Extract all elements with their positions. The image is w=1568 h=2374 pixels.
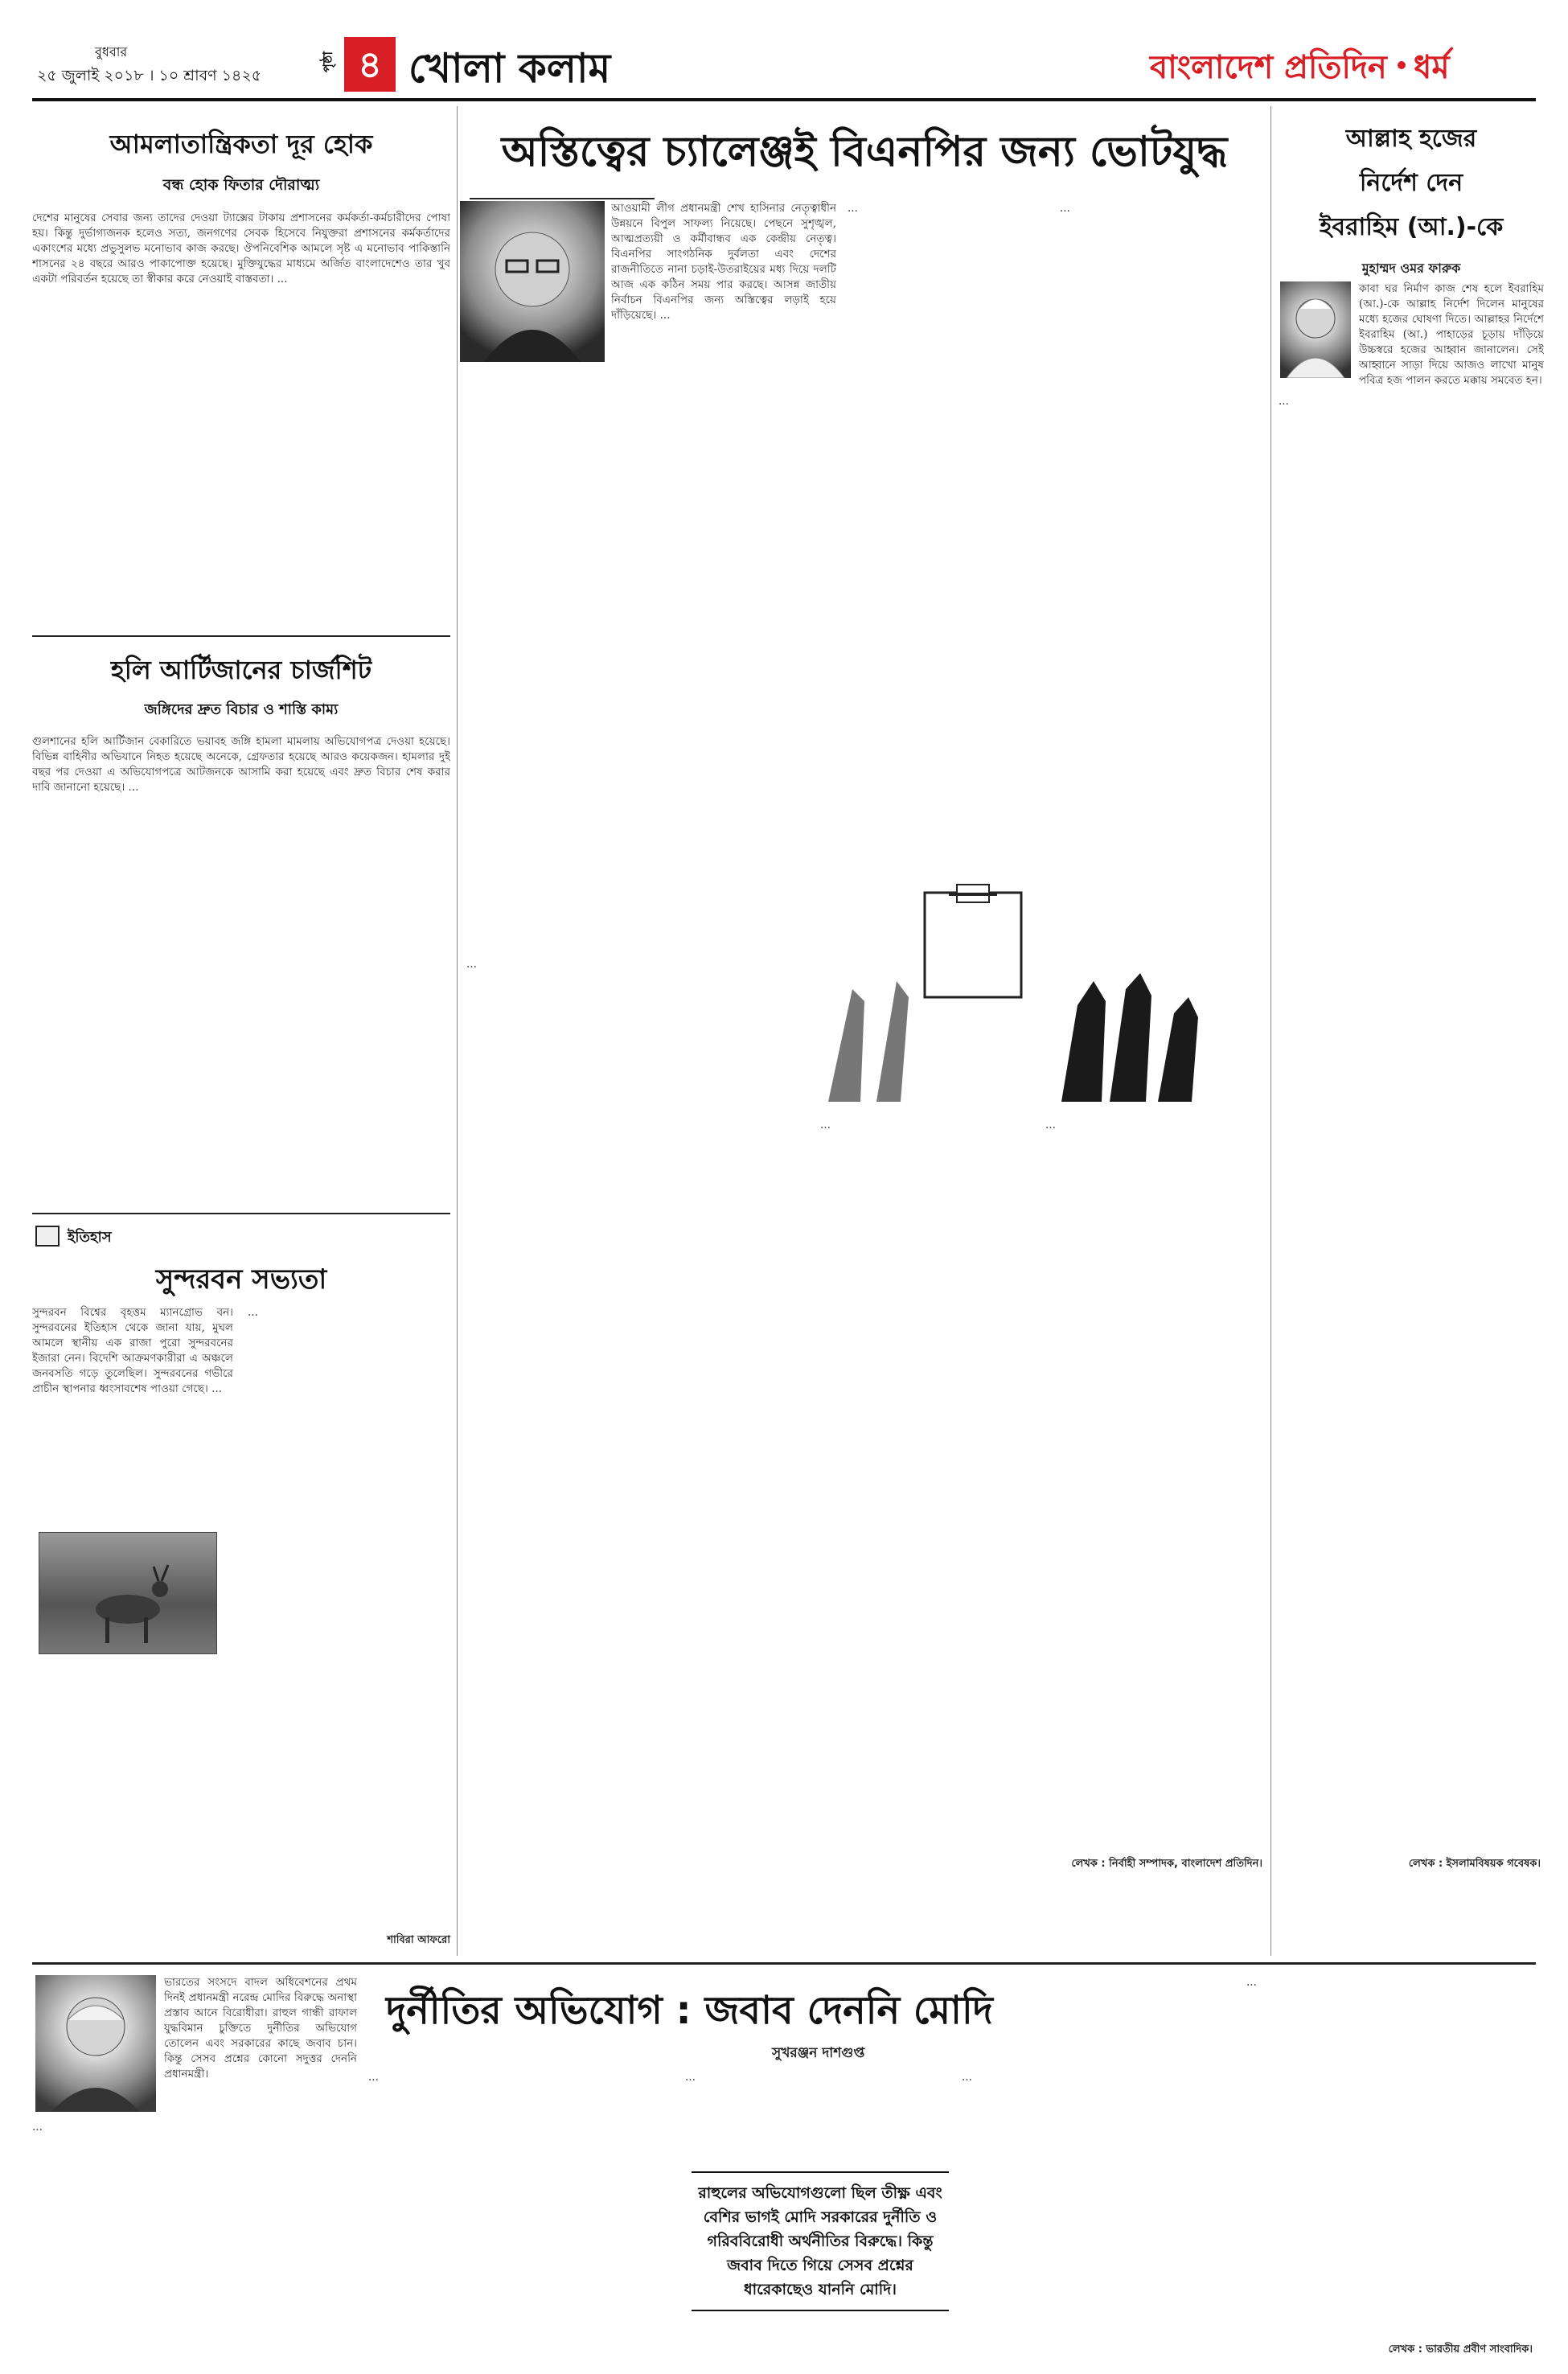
masthead [0,0,1568,113]
left-article-sundarban [32,1259,450,1958]
divider [32,1213,450,1214]
left-article-holi-artisan [32,643,450,1206]
history-badge [32,1221,450,1253]
byline-rule [470,198,655,199]
main-body-col5: ... [820,1119,831,1132]
religion-article [1279,113,1544,1962]
bottom-section-rule [32,1962,1536,1965]
religion-body: কাবা ঘর নির্মাণ কাজ শেষ হলে ইবরাহিম (আ.)-কে আল্লাহ নির্দেশ দিলেন মানুষের মধ্যে হজের ঘোষণা দিতে। আল্লাহর নির্দেশে ইবরাহিম (আ.) পাহাড়ের চূড়ায় দাঁড়িয়ে উচ্চস্বরে হজের আহ্বান জানালেন। সেই আহ্বানে সাড়া দিয়ে আজও লাখো মানুষ পবিত্র হজ পালন করতে মক্কায় সমবেত হন। [1359,282,1544,386]
article-title: হলি আর্টিজানের চার্জশিট [110,655,372,685]
main-body-col1: আওয়ামী লীগ প্রধানমন্ত্রী শেখ হাসিনার নেতৃত্বাধীন উন্নয়নে বিপুল সাফল্য নিয়েছে। পেছনে সুশৃঙ্খল, আত্মপ্রত্যয়ী ও কর্মীবান্ধব এক কেন্দ্রীয় নেতৃত্ব। বিএনপির সাংগঠনিক দুর্বলতা এবং দেশের রাজনীতিতে নানা চড়াই-উতরাইয়ের মধ্য দিয়ে দলটি আজ এক কঠিন সময় পার করছে। আসন্ন জাতীয় নির্বাচন বিএনপির জন্য অস্তিত্বের লড়াই হয়ে দাঁড়িয়েছে। ... [611,202,836,322]
religion-author-portrait [1280,281,1351,378]
main-body-col3: ... [1060,202,1070,215]
main-article [466,113,1262,1962]
religion-title-line3: ইবরাহিম (আ.)-কে [1319,213,1504,241]
bottom-article-author: সুখরঞ্জন দাশগুপ্ত [772,2045,865,2061]
deer-illustration [39,1533,216,1653]
article-body-col2: ... [248,1306,258,1319]
religion-title-line2: নির্দেশ দেন [1359,169,1463,197]
paper-name: বাংলাদেশ প্রতিদিন [1150,49,1387,86]
article-subtitle: জঙ্গিদের দ্রুত বিচার ও শাস্তি কাম্য [144,701,339,718]
paper-section: ধর্ম [1414,49,1450,86]
ballot-illustration [820,860,1238,1102]
issue-date: ২৫ জুলাই ২০১৮ । ১০ শ্রাবণ ১৪২৫ [37,67,262,84]
masthead-rule [32,98,1536,101]
history-icon [35,1226,60,1247]
section-title: খোলা কলাম [408,45,611,92]
bottom-pullquote: রাহুলের অভিযোগগুলো ছিল তীক্ষ্ণ এবং বেশির ভাগই মোদি সরকারের দুর্নীতি ও গরিববিরোধী অর্থনীতির বিরুদ্ধে। কিন্তু জবাব দিতে গিয়ে সেসব প্রশ্নের ধারেকাছেও যাননি মোদি। [692,2171,949,2311]
article-title: আমলাতান্ত্রিকতা দূর হোক [109,129,373,159]
bottom-author-portrait [35,1975,156,2112]
religion-title-line1: আল্লাহ হজের [1345,125,1477,153]
divider [32,635,450,637]
issue-day: বুধবার [95,44,128,60]
religion-author: মুহাম্মদ ওমর ফারুক [1361,261,1461,276]
article-body: দেশের মানুষের সেবার জন্য তাদের দেওয়া ট্যাক্সের টাকায় প্রশাসনের কর্মকর্তা-কর্মচারীদের পোষা হয়। কিন্তু দুর্ভাগ্যজনক হলেও সত্য, জনগণের সেবক হিসেবে নিযুক্তরা প্রশাসনের কর্মকর্তাদের একাংশের মধ্যে প্রভুসুলভ মনোভাব কাজ করছে। ঔপনিবেশিক আমলে সৃষ্ট এ মনোভাব পাকিস্তানি শাসনের ২৪ বছরে আরও পাকাপোক্ত হয়েছে। মুক্তিযুদ্ধের মাধ্যমে অর্জিত বাংলাদেশেও তার খুব একটা পরিবর্তন হয়েছে তা স্বীকার করে নেওয়াই বাস্তবতা। ... [32,212,450,285]
main-right-divider [1270,106,1271,1956]
religion-body-continued: ... [1279,395,1289,408]
article-body-col1: সুন্দরবন বিশ্বের বৃহত্তম ম্যানগ্রোভ বন। সুন্দরবনের ইতিহাস থেকে জানা যায়, মুঘল আমলে স্থানীয় এক রাজা পুরো সুন্দরবনের ইজারা নেন। বিদেশি আক্রমণকারীরা এ অঞ্চলে জনবসতি গড়ে তুলেছিল। সুন্দরবনের গভীরে প্রাচীন স্থাপনার ধ্বংসাবশেষ পাওয়া গেছে। ... [32,1306,233,1395]
bottom-body-col1: ভারতের সংসদে বাদল অধিবেশনের প্রথম দিনই প্রধানমন্ত্রী নরেন্দ্র মোদির বিরুদ্ধে অনাস্থা প্রস্তাব আনে বিরোধীরা। রাহুল গান্ধী রাফাল যুদ্ধবিমান চুক্তিতে দুর্নীতির অভিযোগ তোলেন এবং সরকারের কাছে জবাব চান। কিন্তু সেসব প্রশ্নের কোনো সদুত্তর দেননি প্রধানমন্ত্রী। [164,1976,357,2080]
section-dot [1398,61,1406,69]
page-number-label: পৃষ্ঠা [320,51,335,72]
article-subtitle: বন্ধ হোক ফিতার দৌরাত্ম্য [162,176,320,194]
deer-photo [39,1532,217,1654]
left-column-divider [457,106,458,1956]
religion-author-photo [1280,281,1351,378]
bottom-body-col3: ... [368,2071,379,2084]
article-signoff: শাবিরা আফরো [387,1934,450,1946]
bottom-body-col4: ... [685,2071,696,2084]
article-body: গুলশানের হলি আর্টিজান বেকারিতে ভয়াবহ জঙ্গি হামলা মামলায় অভিযোগপত্র দেওয়া হয়েছে। বিভিন্ন বাহিনীর অভিযানে নিহত হয়েছে অনেকে, গ্রেফতার হয়েছে আরও কয়েকজন। হামলার দুই বছর পর দেওয়া এ অভিযোগপত্রে আটজনকে আসামি করা হয়েছে এবং দ্রুত বিচার শেষ করার দাবি জানানো হয়েছে। ... [32,735,450,794]
author-portrait [460,201,605,362]
bottom-article-title: দুর্নীতির অভিযোগ : জবাব দেননি মোদি [386,1988,993,2033]
article-title: সুন্দরবন সভ্যতা [155,1263,327,1296]
main-body-col6: ... [1045,1119,1056,1132]
bottom-article [32,1970,1536,2364]
left-article-amlatantrikota [32,113,450,611]
main-article-title: অস্তিত্বের চ্যালেঞ্জই বিএনপির জন্য ভোটযুদ্ধ [501,128,1228,176]
bottom-body-col2: ... [32,2121,43,2134]
page-number-box: ৪ [344,37,396,92]
main-body-col2: ... [848,202,858,215]
main-article-signoff: লেখক : নির্বাহী সম্পাদক, বাংলাদেশ প্রতিদিন। [1071,1858,1262,1870]
bottom-author-photo [35,1975,156,2112]
religion-signoff: লেখক : ইসলামবিষয়ক গবেষক। [1408,1858,1541,1870]
main-body-col4: ... [466,958,477,971]
bottom-article-signoff: লেখক : ভারতীয় প্রবীণ সাংবাদিক। [1388,2343,1533,2356]
bottom-body-col5: ... [962,2071,972,2084]
ballot-box-hands-graphic [820,860,1238,1102]
bottom-body-col6: ... [1246,1976,1257,1989]
history-label: ইতিহাস [68,1229,112,1246]
author-photo [460,201,605,362]
